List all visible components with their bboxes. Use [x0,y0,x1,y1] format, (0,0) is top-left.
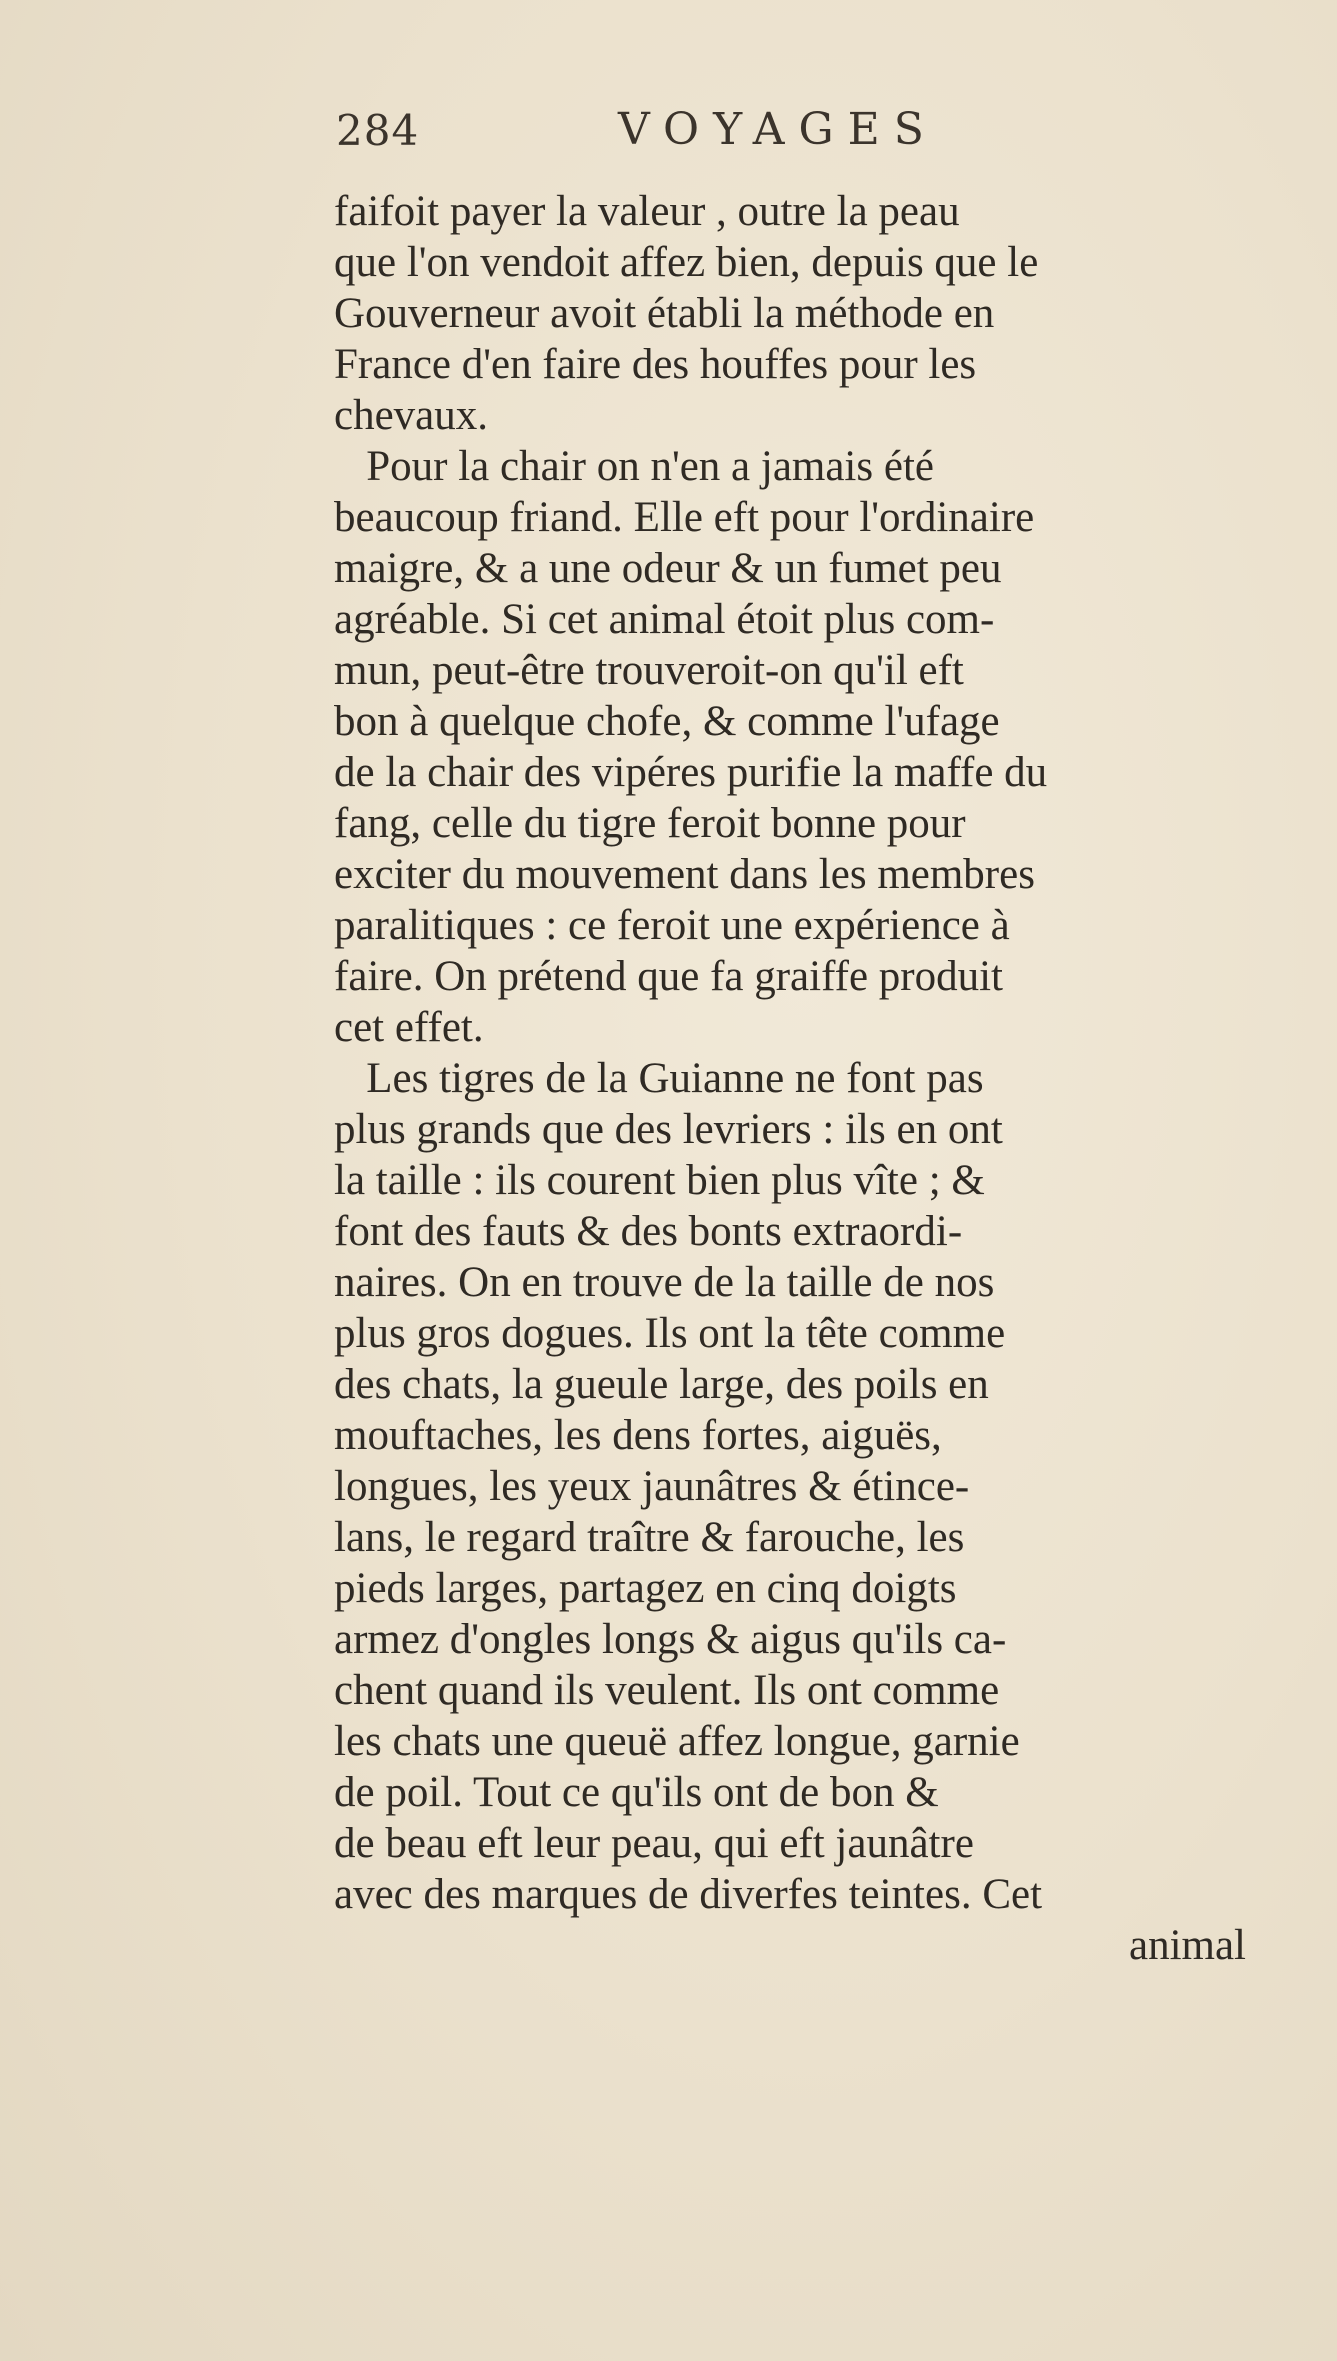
text-line: maigre, & a une odeur & un fumet peu [334,545,1002,592]
text-line: paralitiques : ce feroit une expérience à [334,902,1010,949]
text-line: bon à quelque chofe, & comme l'ufage [334,698,1000,745]
text-line: armez d'ongles longs & aigus qu'ils ca- [334,1616,1007,1663]
text-line: font des fauts & des bonts extraordi- [334,1208,963,1255]
running-title: VOYAGES [618,104,938,155]
text-line: Pour la chair on n'en a jamais été [334,443,934,490]
page-header [0,100,1337,160]
text-line: que l'on vendoit affez bien, depuis que le [334,239,1039,286]
catchword: animal [1128,1922,1246,1969]
text-line: exciter du mouvement dans les membres [334,851,1035,898]
text-line: avec des marques de diverfes teintes. Cet [334,1871,1043,1918]
text-line: agréable. Si cet animal étoit plus com- [334,596,995,643]
text-line: cet effet. [334,1004,484,1051]
text-line: plus gros dogues. Ils ont la tête comme [334,1310,1006,1357]
text-line: Les tigres de la Guianne ne font pas [334,1055,984,1102]
text-line: fang, celle du tigre feroit bonne pour [334,800,966,847]
text-line: la taille : ils courent bien plus vîte ; & [334,1157,985,1204]
text-line: longues, les yeux jaunâtres & étince- [334,1463,970,1510]
text-line: France d'en faire des houffes pour les [334,341,977,388]
page-number: 284 [336,106,420,155]
text-line: Gouverneur avoit établi la méthode en [334,290,995,337]
text-line: mun, peut-être trouveroit-on qu'il eft [334,647,964,694]
text-line: chent quand ils veulent. Ils ont comme [334,1667,1000,1714]
text-line: pieds larges, partagez en cinq doigts [334,1565,957,1612]
text-line: de la chair des vipéres purifie la maffe du [334,749,1048,796]
text-line: chevaux. [334,392,489,439]
text-line: de beau eft leur peau, qui eft jaunâtre [334,1820,974,1867]
text-line: des chats, la gueule large, des poils en [334,1361,989,1408]
text-line: les chats une queuë affez longue, garnie [334,1718,1020,1765]
text-line: faifoit payer la valeur , outre la peau [334,188,960,235]
text-line: faire. On prétend que fa graiffe produit [334,953,1003,1000]
text-line: lans, le regard traître & farouche, les [334,1514,965,1561]
text-line: naires. On en trouve de la taille de nos [334,1259,995,1306]
body-text [334,186,1284,1971]
text-line: beaucoup friand. Elle eft pour l'ordinaire [334,494,1035,541]
text-line: mouftaches, les dens fortes, aiguës, [334,1412,942,1459]
text-line: de poil. Tout ce qu'ils ont de bon & [334,1769,939,1816]
text-line: plus grands que des levriers : ils en ont [334,1106,1003,1153]
